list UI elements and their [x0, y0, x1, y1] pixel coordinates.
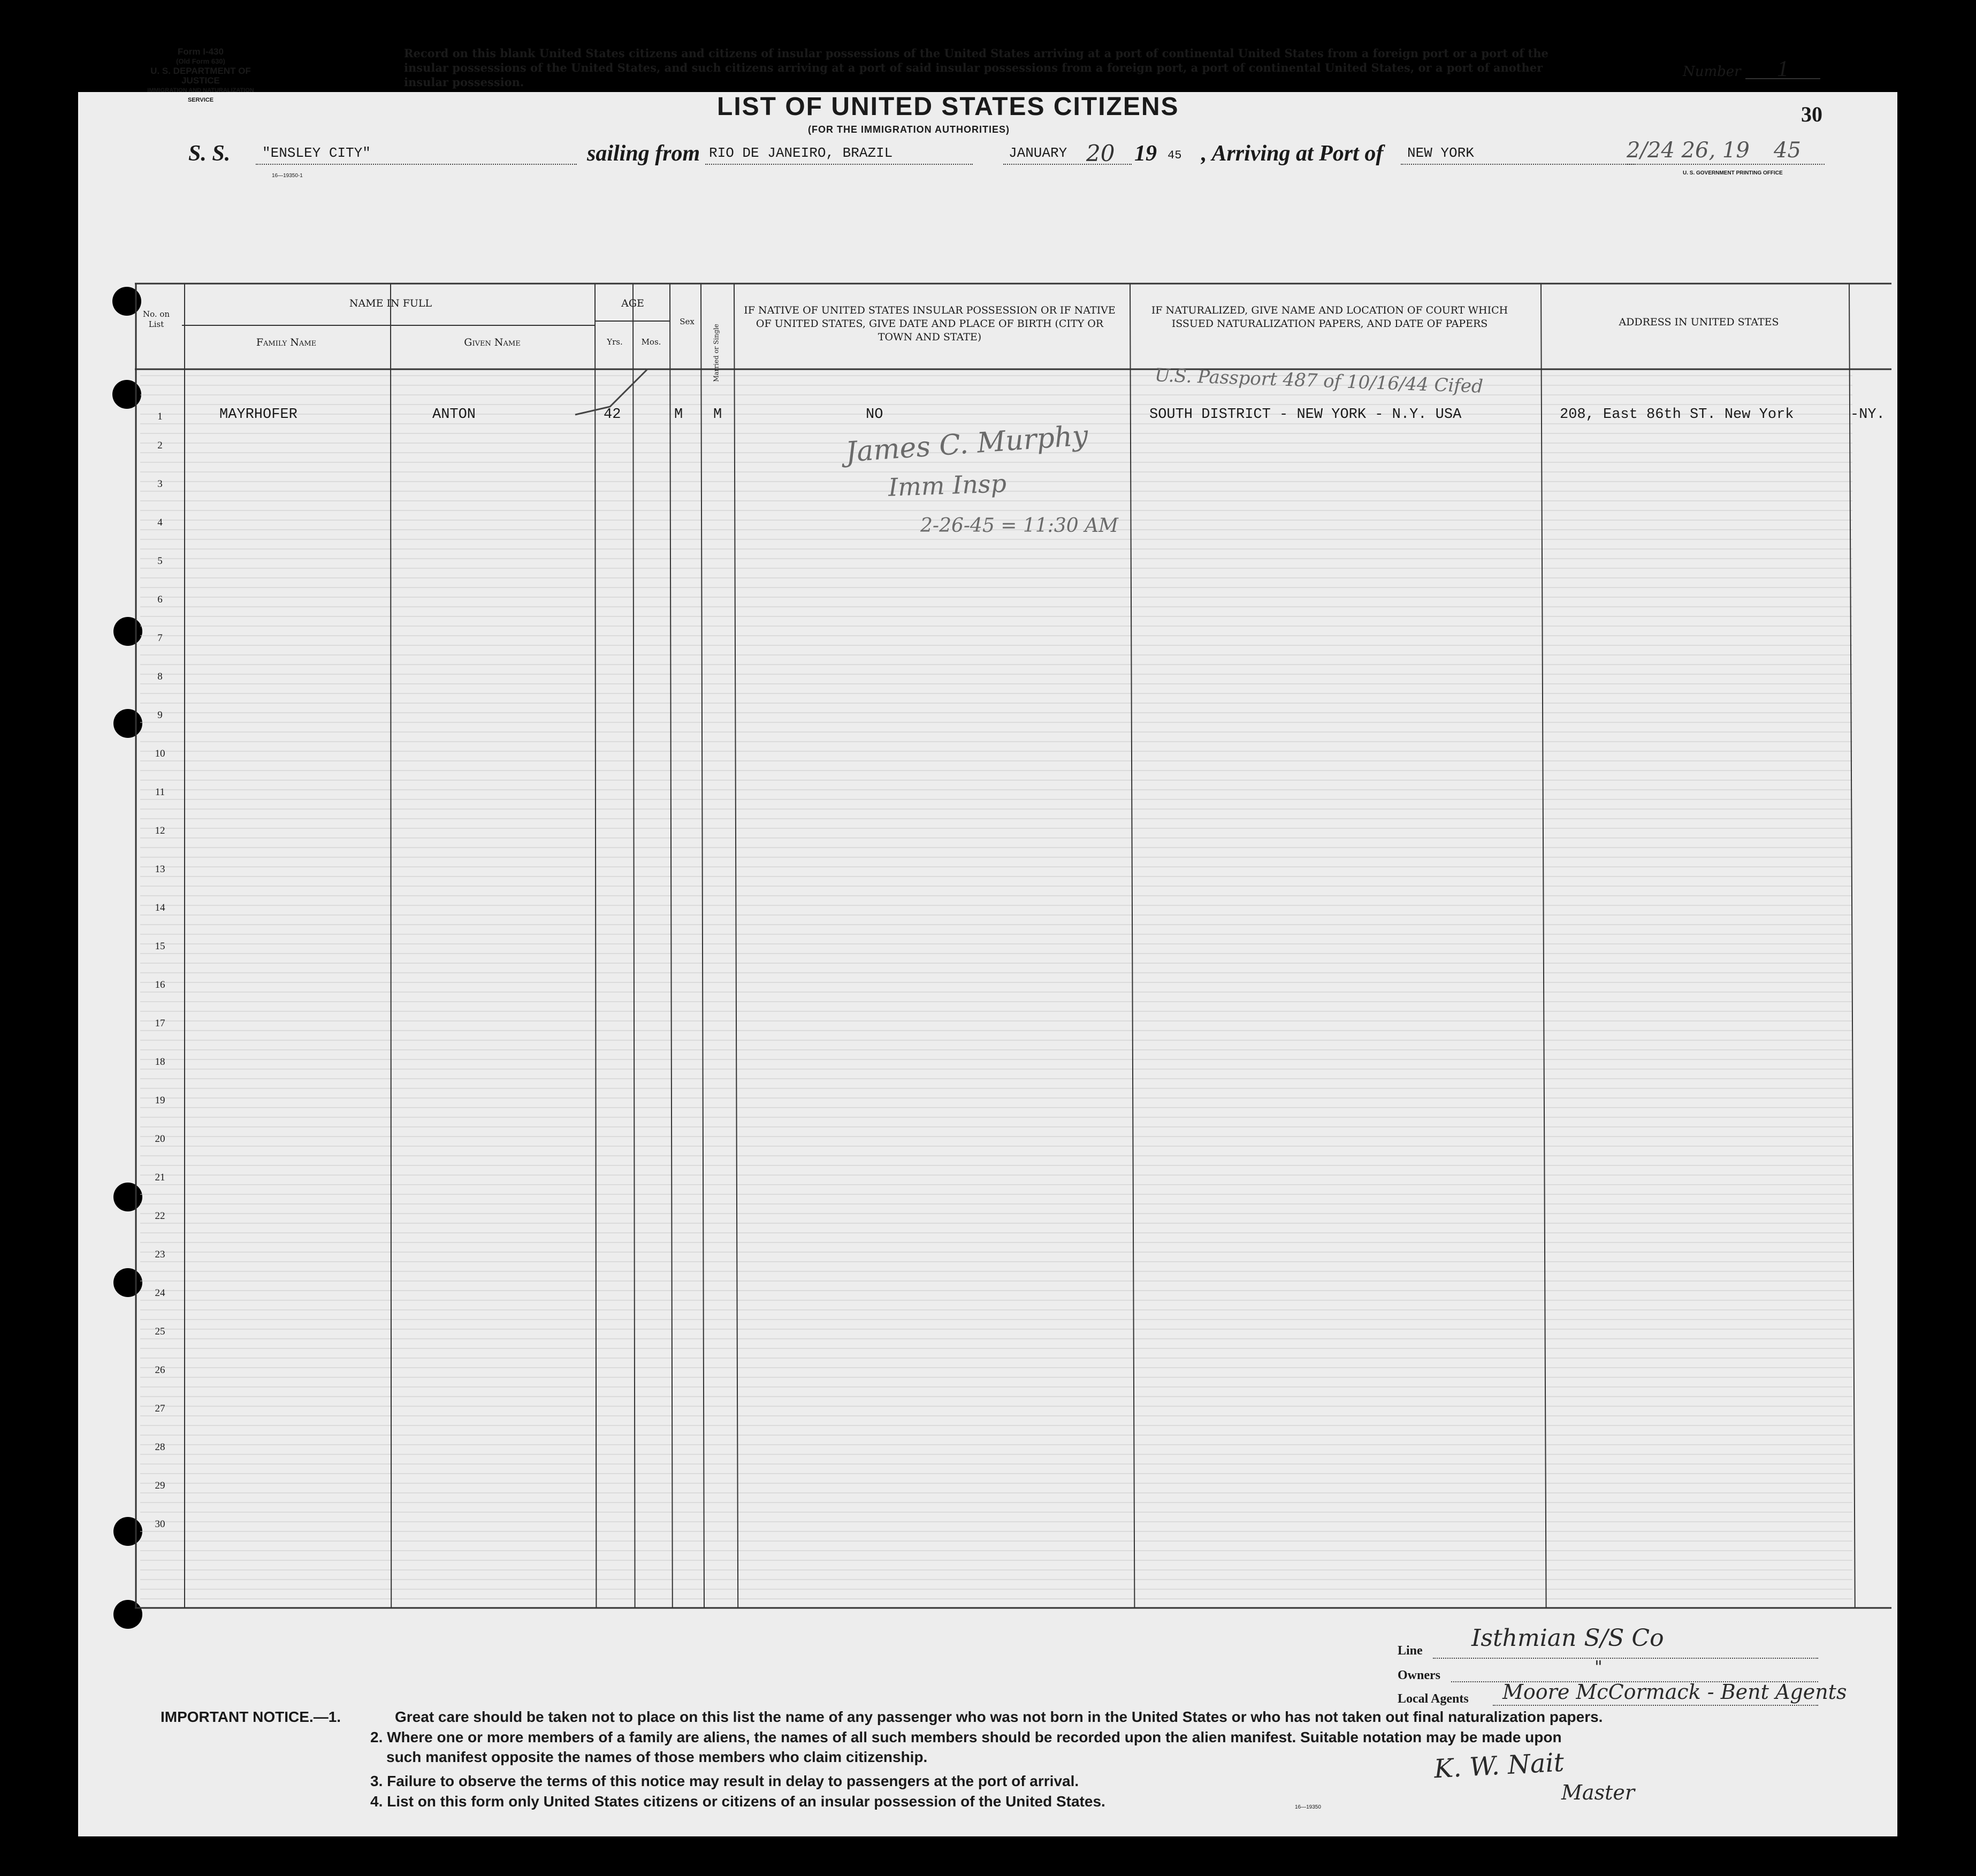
- col-mos: Mos.: [641, 337, 661, 347]
- agents-value: Moore McCormack - Bent Agents: [1502, 1680, 1847, 1704]
- col-line-sexm: [701, 284, 704, 1608]
- naturalized-cell: SOUTH DISTRICT - NEW YORK - N.Y. USA: [1149, 407, 1462, 423]
- row-number: 29: [155, 1480, 165, 1491]
- row-number: 3: [157, 478, 163, 490]
- married-cell: M: [713, 407, 722, 423]
- owners-value: ": [1594, 1657, 1603, 1677]
- service: IMMIGRATION AND NATURALIZATION SERVICE: [147, 87, 254, 103]
- inspector-signature: James C. Murphy: [844, 420, 1089, 469]
- row-number: 23: [155, 1249, 165, 1260]
- owners-label: Owners: [1398, 1668, 1440, 1682]
- row-number: 11: [155, 787, 165, 798]
- ss-label: S. S.: [188, 141, 231, 166]
- col-line-married: [734, 284, 738, 1608]
- notice-item-4: 4. List on this form only United States citizens or citizens of an insular possession of the United States.: [370, 1793, 1105, 1810]
- sailing-label: sailing from: [587, 141, 700, 166]
- row-number: 10: [155, 748, 165, 759]
- col-address: ADDRESS IN UNITED STATES: [1619, 316, 1779, 328]
- row-number: 18: [155, 1056, 165, 1067]
- row-number: 21: [155, 1172, 165, 1183]
- col-given-name: Given Name: [464, 337, 521, 348]
- row-number: 2: [157, 440, 163, 451]
- row-number: 6: [157, 594, 163, 605]
- col-married: Married or Single: [712, 324, 720, 382]
- col-naturalized: IF NATURALIZED, GIVE NAME AND LOCATION OF COURT WHICH ISSUED NATURALIZATION PAPERS, AND DATE OF PAPERS: [1151, 304, 1508, 330]
- departure-port: RIO DE JANEIRO, BRAZIL: [709, 145, 893, 161]
- inspector-title: Imm Insp: [888, 469, 1007, 502]
- number-label: Number: [1683, 64, 1741, 80]
- col-line-address: [1849, 284, 1855, 1608]
- row-number: 24: [155, 1287, 165, 1299]
- row-number: 19: [155, 1095, 165, 1106]
- old-form-number: (Old Form 630): [176, 57, 225, 65]
- age-cell: 42: [604, 407, 621, 423]
- page-subtitle: (FOR THE IMMIGRATION AUTHORITIES): [808, 124, 1010, 135]
- col-age: AGE: [621, 298, 644, 309]
- form-number: Form I-430: [178, 47, 224, 57]
- address-tail: -NY.: [1850, 407, 1885, 423]
- row-number: 17: [155, 1018, 165, 1029]
- row-number: 30: [155, 1519, 165, 1530]
- col-name-in-full: NAME IN FULL: [349, 298, 432, 309]
- year-prefix: 19: [1134, 141, 1157, 166]
- arrival-date: 2/24 26, 19: [1627, 138, 1750, 163]
- col-line-age: [595, 284, 596, 1608]
- col-line-sex: [670, 284, 673, 1608]
- row-number: 8: [157, 671, 163, 682]
- row-number: 15: [155, 941, 165, 952]
- col-sex: Sex: [680, 317, 695, 326]
- row-number: 28: [155, 1442, 165, 1453]
- address-cell: 208, East 86th ST. New York: [1560, 407, 1794, 423]
- row-number: 16: [155, 979, 165, 990]
- row-number: 22: [155, 1210, 165, 1222]
- row-number: 20: [155, 1133, 165, 1145]
- notice-item-2a: 2. Where one or more members of a family are aliens, the names of all such members should be recorded upon the alien manifest. Suitable notation may be made upon: [370, 1729, 1562, 1745]
- col-native: IF NATIVE OF UNITED STATES INSULAR POSSESSION OR IF NATIVE OF UNITED STATES, GIVE DATE AND PLACE OF BIRTH (CITY OR TOWN AND STATE): [744, 304, 1116, 343]
- given-name-cell: ANTON: [432, 407, 476, 423]
- row-number: 26: [155, 1364, 165, 1376]
- native-cell: NO: [866, 407, 883, 423]
- printing-office: U. S. GOVERNMENT PRINTING OFFICE: [1683, 170, 1783, 176]
- row-number: 12: [155, 825, 165, 836]
- record-instructions: Record on this blank United States citizens and citizens of insular possessions of the United States arriving at a port of continental United States from a foreign port or a port of the insular possessions of the United States, and such citizens arriving at a port of said insular possessions from a foreign port, a port of continental United States, or a port of another insular possession.: [404, 47, 1548, 89]
- col-line-mos: [633, 284, 635, 1608]
- family-name-cell: MAYRHOFER: [219, 407, 297, 423]
- col-family-name: Family Name: [256, 337, 317, 348]
- passport-note: U.S. Passport 487 of 10/16/44 Cifed: [1154, 364, 1484, 398]
- year-suffix: 45: [1168, 149, 1182, 162]
- row-number: 14: [155, 902, 165, 913]
- sex-cell: M: [674, 407, 683, 423]
- master-signature: K. W. Nait: [1433, 1747, 1565, 1785]
- row-number: 13: [155, 864, 165, 875]
- agents-label: Local Agents: [1398, 1692, 1469, 1706]
- col-line-native: [1130, 284, 1134, 1608]
- arrival-year: 45: [1774, 138, 1801, 163]
- row-number: 7: [157, 632, 163, 644]
- notice-heading: IMPORTANT NOTICE.—1.: [161, 1709, 341, 1725]
- row-number: 27: [155, 1403, 165, 1414]
- line-value: Isthmian S/S Co: [1471, 1625, 1664, 1652]
- notice-item-1: Great care should be taken not to place on this list the name of any passenger who was not born in the United States or who has not taken out final naturalization papers.: [395, 1709, 1603, 1725]
- departure-date: JANUARY: [1009, 145, 1067, 161]
- line-underline: [1433, 1658, 1818, 1659]
- inspection-time: 2-26-45 = 11:30 AM: [920, 515, 1118, 537]
- col-no: No. on List: [142, 309, 170, 329]
- row-number: 9: [157, 710, 163, 721]
- department: U. S. DEPARTMENT OF JUSTICE: [150, 66, 251, 86]
- notice-item-3: 3. Failure to observe the terms of this notice may result in delay to passengers at the port of arrival.: [370, 1773, 1079, 1789]
- form-code: 16—19350-1: [272, 173, 303, 179]
- arrival-port: NEW YORK: [1407, 145, 1474, 161]
- row-number: 5: [157, 555, 163, 567]
- departure-day: 20: [1086, 140, 1115, 166]
- number-value: 1: [1745, 60, 1820, 79]
- row-number: 1: [157, 411, 163, 422]
- col-line-naturalized: [1541, 284, 1546, 1608]
- col-yrs: Yrs.: [607, 337, 623, 347]
- agents-underline: [1493, 1705, 1818, 1706]
- line-label: Line: [1398, 1644, 1423, 1658]
- row-number: 25: [155, 1326, 165, 1337]
- page-title: LIST OF UNITED STATES CITIZENS: [717, 93, 1179, 121]
- page-number: 30: [1801, 102, 1822, 126]
- notice-item-2b: such manifest opposite the names of those members who claim citizenship.: [386, 1749, 928, 1765]
- master-title: Master: [1561, 1781, 1635, 1804]
- ship-name: "ENSLEY CITY": [262, 145, 371, 161]
- row-number: 4: [157, 517, 163, 528]
- footer-form-code: 16—19350: [1295, 1804, 1321, 1810]
- arriving-label: , Arriving at Port of: [1201, 141, 1384, 166]
